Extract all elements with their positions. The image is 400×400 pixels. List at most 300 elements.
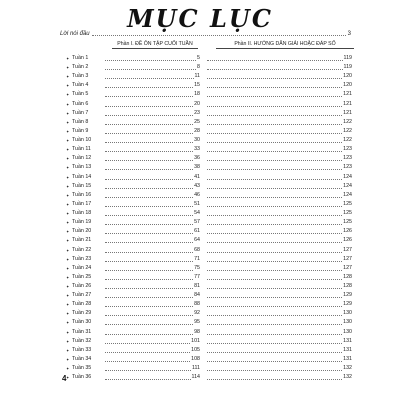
part2-entry[interactable] xyxy=(206,255,352,264)
part2-entry[interactable] xyxy=(206,200,352,209)
dot-leader xyxy=(207,291,342,298)
part1-entry[interactable] xyxy=(104,346,200,355)
dot-leader xyxy=(105,328,193,335)
part1-page: 101 xyxy=(191,337,200,344)
part2-page: 132 xyxy=(343,365,352,372)
dot-leader xyxy=(105,182,193,189)
part2-entry[interactable] xyxy=(206,364,352,373)
star-bullet-icon: ✦ xyxy=(66,83,70,89)
intro-page: 3 xyxy=(347,31,351,37)
toc-row[interactable] xyxy=(0,364,400,373)
part2-entry[interactable] xyxy=(206,136,352,145)
part2-entry[interactable] xyxy=(206,191,352,200)
part1-page: 105 xyxy=(191,346,200,353)
dot-leader xyxy=(207,109,342,116)
part2-entry[interactable] xyxy=(206,145,352,154)
toc-row[interactable] xyxy=(0,81,400,90)
toc-row[interactable] xyxy=(0,309,400,318)
part1-page: 71 xyxy=(194,255,200,262)
part1-page: 41 xyxy=(194,173,200,180)
toc-row[interactable] xyxy=(0,236,400,245)
toc-row[interactable] xyxy=(0,282,400,291)
dot-leader xyxy=(105,81,193,88)
star-bullet-icon: ✦ xyxy=(66,274,70,280)
dot-leader xyxy=(105,373,191,380)
week-label: Tuần 29 xyxy=(72,310,92,317)
part1-page: 92 xyxy=(194,310,200,317)
star-bullet-icon: ✦ xyxy=(66,320,70,326)
star-bullet-icon: ✦ xyxy=(66,174,70,180)
dot-leader xyxy=(207,200,342,207)
part2-entry[interactable] xyxy=(206,218,352,227)
part1-page: 64 xyxy=(194,237,200,244)
dot-leader xyxy=(105,100,193,107)
part1-entry[interactable] xyxy=(104,264,200,273)
part1-page: 95 xyxy=(194,319,200,326)
toc-row[interactable] xyxy=(0,355,400,364)
part2-entry[interactable] xyxy=(206,264,352,273)
star-bullet-icon: ✦ xyxy=(66,92,70,98)
part2-page: 122 xyxy=(343,137,352,144)
toc-row[interactable] xyxy=(0,118,400,127)
dot-leader xyxy=(207,328,342,335)
toc-row[interactable] xyxy=(0,127,400,136)
part2-entry[interactable] xyxy=(206,346,352,355)
star-bullet-icon: ✦ xyxy=(66,211,70,217)
star-bullet-icon: ✦ xyxy=(66,128,70,134)
intro-entry[interactable] xyxy=(60,30,351,38)
dot-leader xyxy=(207,90,342,97)
part1-page: 20 xyxy=(194,100,200,107)
toc-row[interactable] xyxy=(0,90,400,99)
toc-row[interactable] xyxy=(0,163,400,172)
part1-page: 57 xyxy=(194,219,200,226)
part2-entry[interactable] xyxy=(206,182,352,191)
dot-leader xyxy=(105,63,196,70)
dot-leader xyxy=(207,264,342,271)
star-bullet-icon: ✦ xyxy=(66,56,70,61)
dot-leader xyxy=(105,191,193,198)
star-bullet-icon: ✦ xyxy=(66,183,70,189)
week-label: Tuần 30 xyxy=(72,319,92,326)
part2-entry[interactable] xyxy=(206,63,352,72)
star-bullet-icon: ✦ xyxy=(66,138,70,144)
part2-page: 130 xyxy=(343,319,352,326)
dot-leader xyxy=(105,346,190,353)
dot-leader xyxy=(105,318,193,325)
dot-leader xyxy=(105,136,193,143)
part1-entry[interactable] xyxy=(104,81,200,90)
star-bullet-icon: ✦ xyxy=(66,338,70,344)
part1-entry[interactable] xyxy=(104,127,200,136)
part2-page: 124 xyxy=(343,173,352,180)
part1-entry[interactable] xyxy=(104,136,200,145)
part1-entry[interactable] xyxy=(104,90,200,99)
part2-entry[interactable] xyxy=(206,300,352,309)
part1-page: 108 xyxy=(191,355,200,362)
part1-page: 81 xyxy=(194,283,200,289)
part1-entry[interactable] xyxy=(104,328,200,337)
star-bullet-icon: ✦ xyxy=(66,311,70,317)
dot-leader xyxy=(207,81,342,88)
dot-leader xyxy=(105,273,193,280)
part1-page: 23 xyxy=(194,109,200,116)
week-label: Tuần 2 xyxy=(72,64,89,71)
toc-row[interactable] xyxy=(0,318,400,327)
star-bullet-icon: ✦ xyxy=(66,119,70,125)
week-label: Tuần 8 xyxy=(72,118,89,125)
toc-row[interactable] xyxy=(0,346,400,355)
dot-leader xyxy=(207,145,342,152)
star-bullet-icon: ✦ xyxy=(66,229,70,235)
star-bullet-icon: ✦ xyxy=(66,147,70,153)
part1-page: 54 xyxy=(194,210,200,217)
part1-entry[interactable] xyxy=(104,173,200,182)
part2-entry[interactable] xyxy=(206,173,352,182)
part2-entry[interactable] xyxy=(206,282,352,291)
part2-page: 125 xyxy=(343,200,352,207)
toc-row[interactable] xyxy=(0,191,400,200)
week-label: Tuần 36 xyxy=(72,374,92,381)
part2-entry[interactable] xyxy=(206,328,352,337)
week-label: Tuần 1 xyxy=(72,55,89,61)
dot-leader xyxy=(105,227,193,234)
week-label: Tuần 35 xyxy=(72,365,92,372)
dot-leader xyxy=(105,54,196,61)
dot-leader xyxy=(207,100,342,107)
week-label: Tuần 19 xyxy=(72,219,92,226)
dot-leader xyxy=(105,300,193,307)
part1-page: 15 xyxy=(194,82,200,89)
toc-row[interactable] xyxy=(0,182,400,191)
part1-entry[interactable] xyxy=(104,109,200,118)
part2-page: 125 xyxy=(343,219,352,226)
column-headers xyxy=(0,40,400,50)
part2-entry[interactable] xyxy=(206,118,352,127)
part2-page: 132 xyxy=(343,374,352,381)
week-label: Tuần 33 xyxy=(72,346,92,353)
star-bullet-icon: ✦ xyxy=(66,284,70,289)
week-label: Tuần 4 xyxy=(72,82,89,89)
star-bullet-icon: ✦ xyxy=(66,247,70,253)
part2-entry[interactable] xyxy=(206,81,352,90)
dot-leader xyxy=(105,209,193,216)
part2-page: 129 xyxy=(343,301,352,308)
dot-leader xyxy=(105,291,193,298)
part2-page: 127 xyxy=(343,264,352,271)
part2-entry[interactable] xyxy=(206,100,352,109)
part1-entry[interactable] xyxy=(104,300,200,309)
week-label: Tuần 27 xyxy=(72,292,92,299)
week-label: Tuần 6 xyxy=(72,100,89,107)
dot-leader xyxy=(207,54,343,61)
dot-leader xyxy=(105,364,191,371)
toc-row[interactable] xyxy=(0,109,400,118)
star-bullet-icon: ✦ xyxy=(66,165,70,171)
dot-leader xyxy=(207,337,342,344)
dot-leader xyxy=(207,218,342,225)
dot-leader xyxy=(207,355,342,362)
part1-page: 88 xyxy=(194,301,200,308)
part2-page: 131 xyxy=(343,337,352,344)
dot-leader xyxy=(207,346,342,353)
star-bullet-icon: ✦ xyxy=(66,347,70,353)
part1-page: 98 xyxy=(194,328,200,335)
part1-entry[interactable] xyxy=(104,145,200,154)
toc-row[interactable] xyxy=(0,273,400,282)
week-label: Tuần 23 xyxy=(72,255,92,262)
part1-entry[interactable] xyxy=(104,318,200,327)
week-label: Tuần 3 xyxy=(72,73,89,80)
toc-row[interactable] xyxy=(0,154,400,163)
dot-leader xyxy=(105,264,193,271)
toc-row[interactable] xyxy=(0,328,400,337)
part1-entry[interactable] xyxy=(104,218,200,227)
star-bullet-icon: ✦ xyxy=(66,356,70,362)
part1-page: 77 xyxy=(194,273,200,280)
part1-entry[interactable] xyxy=(104,200,200,209)
part1-page: 51 xyxy=(194,200,200,207)
part1-page: 30 xyxy=(194,137,200,144)
part2-entry[interactable] xyxy=(206,337,352,346)
part2-page: 124 xyxy=(343,191,352,198)
part1-entry[interactable] xyxy=(104,337,200,346)
part1-page: 11 xyxy=(194,73,200,80)
part2-page: 121 xyxy=(343,109,352,116)
dot-leader xyxy=(207,182,342,189)
dot-leader xyxy=(105,145,193,152)
week-label: Tuần 26 xyxy=(72,283,92,289)
part1-page: 43 xyxy=(194,182,200,189)
part2-page: 121 xyxy=(343,91,352,98)
dot-leader xyxy=(105,255,193,262)
dot-leader xyxy=(207,136,342,143)
part2-page: 128 xyxy=(343,283,352,289)
toc-row[interactable] xyxy=(0,200,400,209)
part1-entry[interactable] xyxy=(104,118,200,127)
star-bullet-icon: ✦ xyxy=(66,375,70,381)
part2-page: 127 xyxy=(343,255,352,262)
part2-page: 121 xyxy=(343,100,352,107)
part1-page: 18 xyxy=(194,91,200,98)
week-label: Tuần 17 xyxy=(72,200,92,207)
dot-leader xyxy=(105,109,193,116)
part2-page: 123 xyxy=(343,164,352,171)
part1-entry[interactable] xyxy=(104,355,200,364)
part2-header: Phần II. HƯỚNG DẪN GIẢI HOẶC ĐÁP SỐ xyxy=(216,40,354,49)
dot-leader xyxy=(105,90,193,97)
dot-leader xyxy=(207,163,342,170)
part2-page: 128 xyxy=(343,273,352,280)
part1-header: Phần I. ĐỀ ÔN TẬP CUỐI TUẦN xyxy=(112,40,198,49)
part2-page: 120 xyxy=(343,82,352,89)
star-bullet-icon: ✦ xyxy=(66,110,70,116)
dot-leader xyxy=(207,118,342,125)
dot-leader xyxy=(105,72,194,79)
star-bullet-icon: ✦ xyxy=(66,256,70,262)
toc-row[interactable] xyxy=(0,145,400,154)
part1-entry[interactable] xyxy=(104,364,200,373)
part1-page: 84 xyxy=(194,292,200,299)
toc-row[interactable] xyxy=(0,227,400,236)
part2-page: 119 xyxy=(343,55,352,61)
part1-entry[interactable] xyxy=(104,182,200,191)
part2-entry[interactable] xyxy=(206,54,352,63)
part1-entry[interactable] xyxy=(104,236,200,245)
part2-entry[interactable] xyxy=(206,318,352,327)
week-label: Tuần 5 xyxy=(72,91,89,98)
dot-leader xyxy=(207,300,342,307)
week-label: Tuần 28 xyxy=(72,301,92,308)
week-label: Tuần 21 xyxy=(72,237,92,244)
dot-leader xyxy=(105,337,190,344)
part2-entry[interactable] xyxy=(206,154,352,163)
dot-leader xyxy=(207,364,342,371)
part2-entry[interactable] xyxy=(206,291,352,300)
dot-leader xyxy=(207,63,343,70)
part2-page: 123 xyxy=(343,155,352,162)
part2-entry[interactable] xyxy=(206,90,352,99)
star-bullet-icon: ✦ xyxy=(66,192,70,198)
part1-entry[interactable] xyxy=(104,282,200,291)
dot-leader xyxy=(207,236,342,243)
part2-page: 127 xyxy=(343,246,352,253)
star-bullet-icon: ✦ xyxy=(66,238,70,244)
part2-page: 120 xyxy=(343,73,352,80)
dot-leader xyxy=(207,154,342,161)
part1-page: 8 xyxy=(197,64,200,71)
toc-row[interactable] xyxy=(0,209,400,218)
dot-leader xyxy=(105,246,193,253)
dot-leader xyxy=(92,30,346,36)
part1-page: 33 xyxy=(194,146,200,153)
part2-page: 130 xyxy=(343,328,352,335)
part2-entry[interactable] xyxy=(206,309,352,318)
part2-entry[interactable] xyxy=(206,209,352,218)
part2-entry[interactable] xyxy=(206,236,352,245)
toc-row[interactable] xyxy=(0,291,400,300)
dot-leader xyxy=(207,72,342,79)
toc-row[interactable] xyxy=(0,100,400,109)
intro-label: Lời nói đầu xyxy=(60,31,90,37)
dot-leader xyxy=(105,282,193,289)
week-label: Tuần 15 xyxy=(72,182,92,189)
week-label: Tuần 12 xyxy=(72,155,92,162)
toc-row[interactable] xyxy=(0,173,400,182)
week-label: Tuần 32 xyxy=(72,337,92,344)
week-label: Tuần 11 xyxy=(72,146,91,153)
toc-row[interactable] xyxy=(0,255,400,264)
part2-page: 124 xyxy=(343,182,352,189)
dot-leader xyxy=(105,118,193,125)
week-label: Tuần 25 xyxy=(72,273,92,280)
part1-entry[interactable] xyxy=(104,309,200,318)
page-title: MỤC LỤC xyxy=(127,4,273,33)
part1-entry[interactable] xyxy=(104,291,200,300)
dot-leader xyxy=(105,236,193,243)
toc-row[interactable] xyxy=(0,54,400,63)
part2-entry[interactable] xyxy=(206,163,352,172)
part1-entry[interactable] xyxy=(104,100,200,109)
part1-entry[interactable] xyxy=(104,72,200,81)
toc-row[interactable] xyxy=(0,373,400,382)
toc-row[interactable] xyxy=(0,72,400,81)
part1-entry[interactable] xyxy=(104,163,200,172)
week-label: Tuần 20 xyxy=(72,228,92,235)
dot-leader xyxy=(207,191,342,198)
part2-page: 130 xyxy=(343,310,352,317)
part1-entry[interactable] xyxy=(104,227,200,236)
week-label: Tuần 24 xyxy=(72,264,92,271)
star-bullet-icon: ✦ xyxy=(66,156,70,162)
part1-entry[interactable] xyxy=(104,209,200,218)
part1-page: 68 xyxy=(194,246,200,253)
toc-row[interactable] xyxy=(0,300,400,309)
part2-entry[interactable] xyxy=(206,227,352,236)
star-bullet-icon: ✦ xyxy=(66,293,70,299)
star-bullet-icon: ✦ xyxy=(66,220,70,226)
part1-entry[interactable] xyxy=(104,255,200,264)
part1-entry[interactable] xyxy=(104,63,200,72)
star-bullet-icon: ✦ xyxy=(66,265,70,271)
star-bullet-icon: ✦ xyxy=(66,201,70,207)
part1-page: 38 xyxy=(194,164,200,171)
part1-entry[interactable] xyxy=(104,154,200,163)
part2-entry[interactable] xyxy=(206,355,352,364)
star-bullet-icon: ✦ xyxy=(66,366,70,372)
dot-leader xyxy=(105,309,193,316)
part2-entry[interactable] xyxy=(206,246,352,255)
toc-row[interactable] xyxy=(0,136,400,145)
week-label: Tuần 18 xyxy=(72,210,92,217)
dot-leader xyxy=(207,173,342,180)
dot-leader xyxy=(105,173,193,180)
dot-leader xyxy=(105,154,193,161)
part1-entry[interactable] xyxy=(104,246,200,255)
star-bullet-icon: ✦ xyxy=(66,329,70,335)
toc-row[interactable] xyxy=(0,218,400,227)
part2-entry[interactable] xyxy=(206,72,352,81)
dot-leader xyxy=(207,246,342,253)
part2-page: 122 xyxy=(343,127,352,134)
toc-row[interactable] xyxy=(0,63,400,72)
part2-entry[interactable] xyxy=(206,109,352,118)
part2-page: 123 xyxy=(343,146,352,153)
part2-entry[interactable] xyxy=(206,373,352,382)
part1-entry[interactable] xyxy=(104,191,200,200)
week-label: Tuần 9 xyxy=(72,127,89,134)
part1-entry[interactable] xyxy=(104,373,200,382)
dot-leader xyxy=(105,127,193,134)
part2-page: 126 xyxy=(343,228,352,235)
dot-leader xyxy=(207,318,342,325)
dot-leader xyxy=(207,309,342,316)
part2-page: 122 xyxy=(343,118,352,125)
part1-page: 61 xyxy=(194,228,200,235)
dot-leader xyxy=(207,273,342,280)
toc-row[interactable] xyxy=(0,264,400,273)
part1-entry[interactable] xyxy=(104,273,200,282)
part2-entry[interactable] xyxy=(206,127,352,136)
part2-entry[interactable] xyxy=(206,273,352,282)
week-label: Tuần 14 xyxy=(72,173,92,180)
part2-page: 125 xyxy=(343,210,352,217)
part2-page: 131 xyxy=(343,346,352,353)
part1-entry[interactable] xyxy=(104,54,200,63)
star-bullet-icon: ✦ xyxy=(66,101,70,107)
toc-row[interactable] xyxy=(0,337,400,346)
toc-row[interactable] xyxy=(0,246,400,255)
